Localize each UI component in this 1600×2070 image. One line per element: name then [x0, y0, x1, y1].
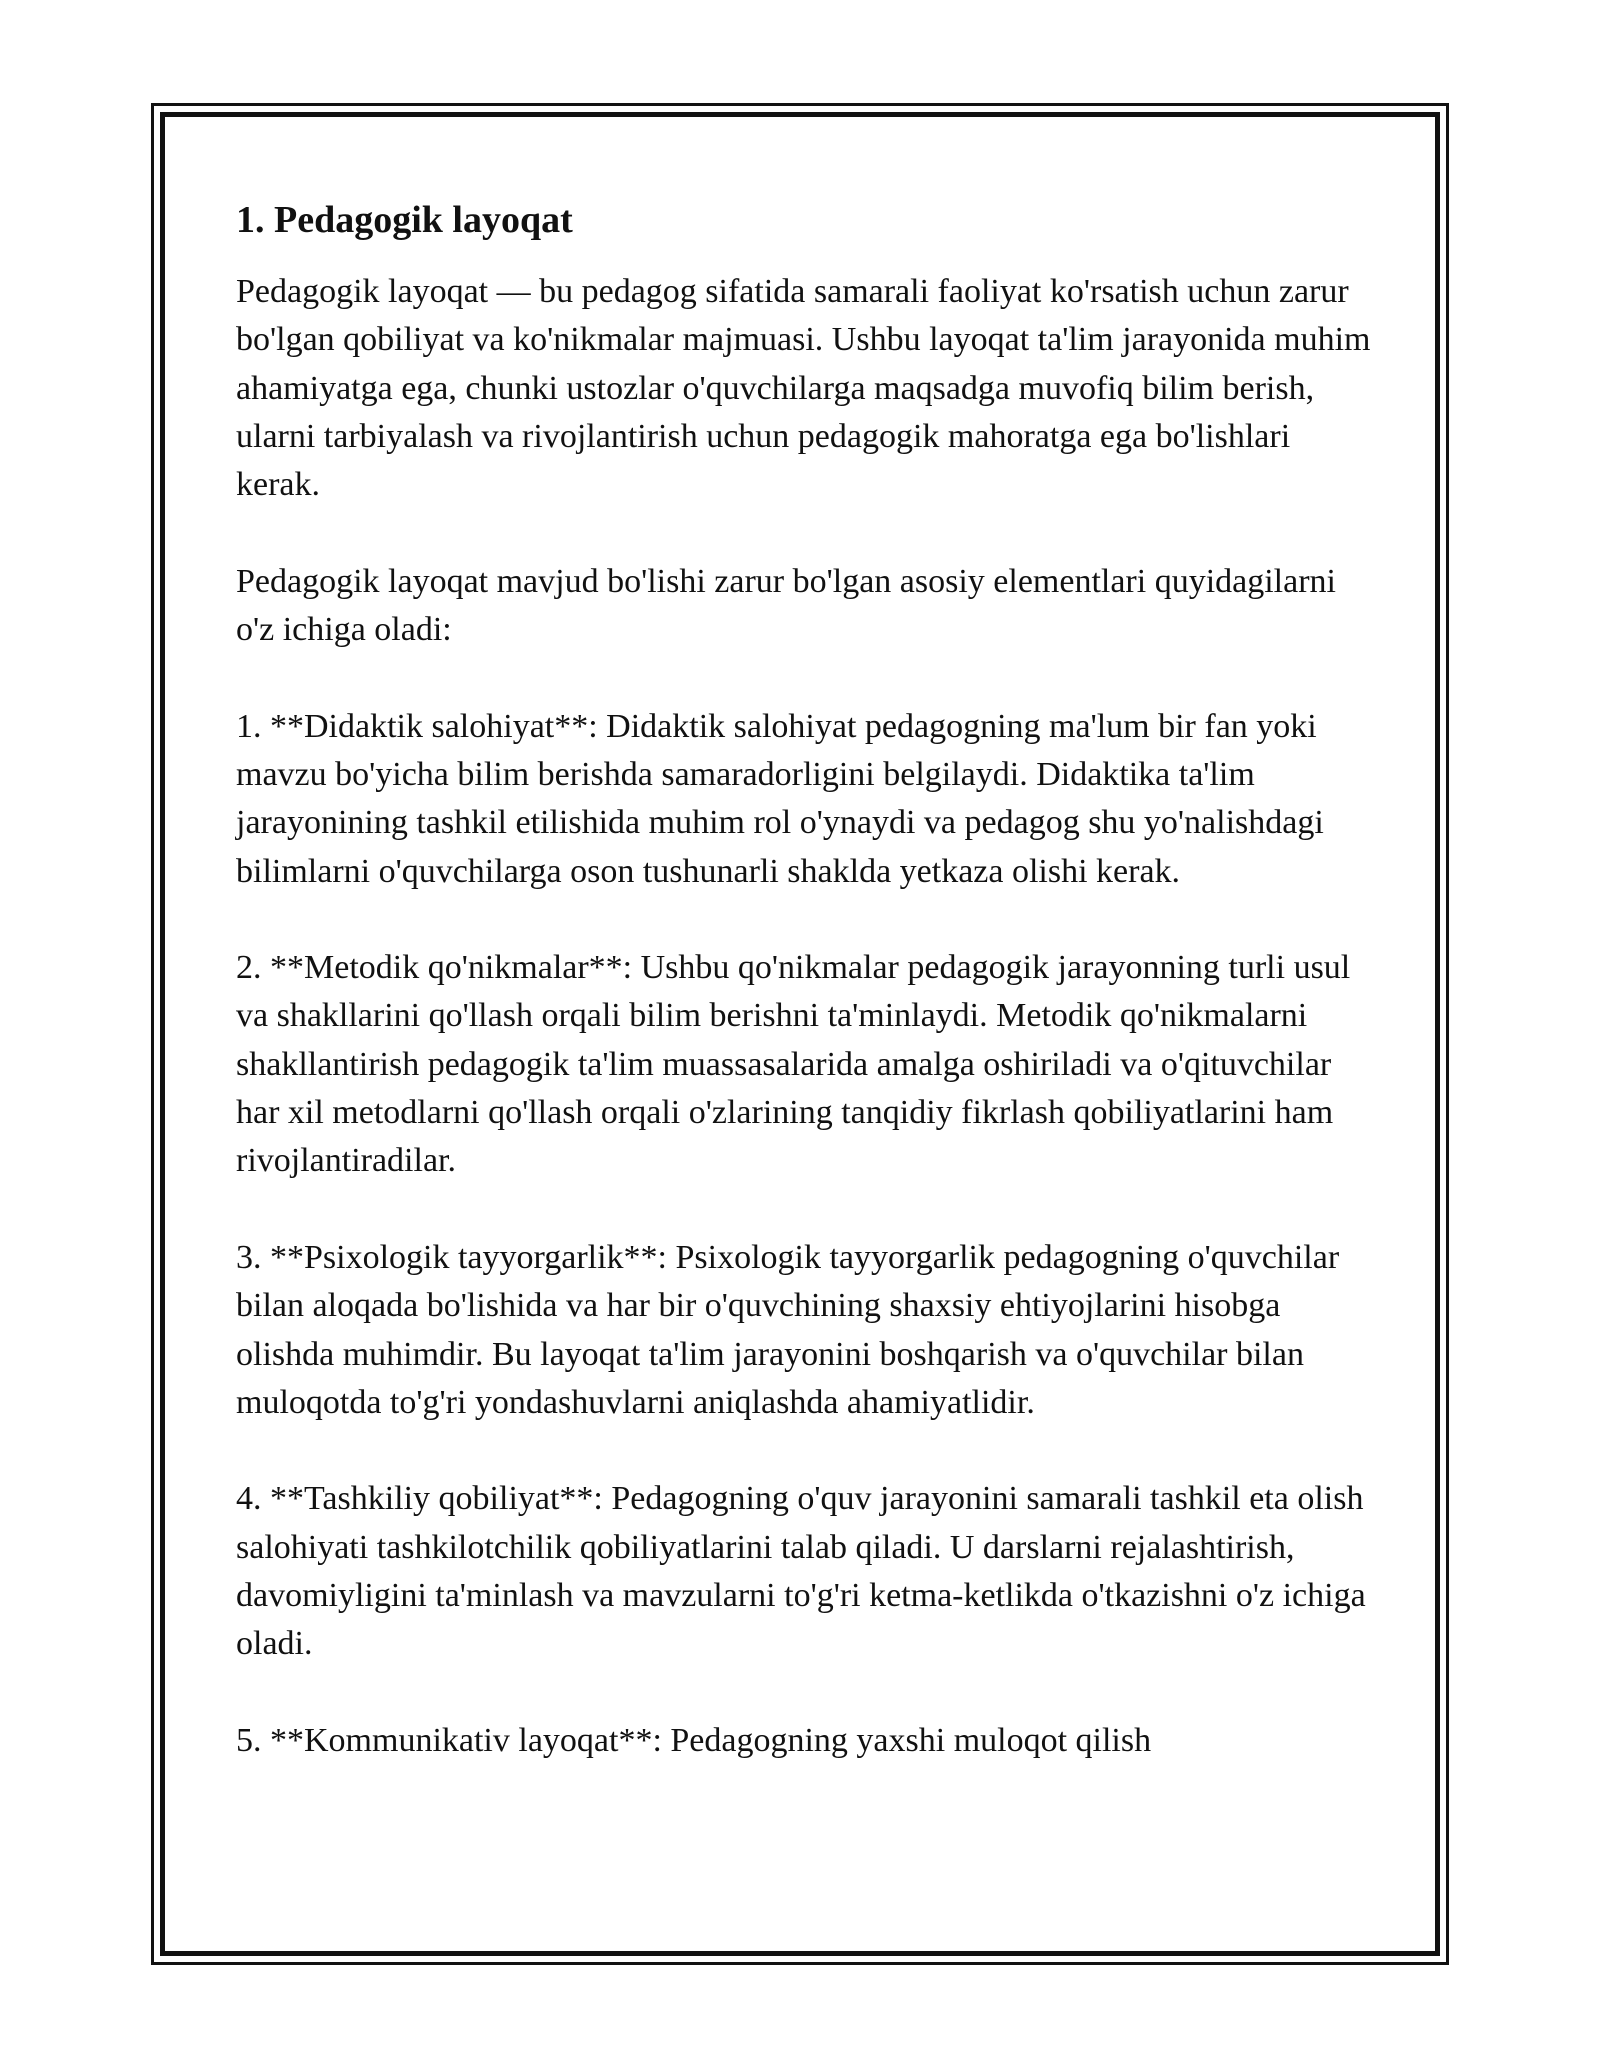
list-item-didaktik-salohiyat: 1. **Didaktik salohiyat**: Didaktik salohiyat pedagogning ma'lum bir fan yoki mavzu bo'yicha bilim berishda samaradorligini belgilaydi. Didaktika ta'lim jarayonining tashkil etilishida muhim rol o'ynaydi va pedagog shu yo'nalishdagi bilimlarni o'quvchilarga oson tushunarli shaklda yetkaza olishi kerak. — [236, 707, 1324, 890]
list-item-tashkiliy-qobiliyat: 4. **Tashkiliy qobiliyat**: Pedagogning o'quv jarayonini samarali tashkil eta olish salohiyati tashkilotchilik qobiliyatlarini talab qiladi. U darslarni rejalashtirish, davomiyligini ta'minlash va mavzularni to'g'ri ketma-ketlikda o'tkazishni o'z ichiga oladi. — [236, 1480, 1366, 1663]
document-body — [236, 180, 1376, 1814]
list-item-metodik-qonikmalar: 2. **Metodik qo'nikmalar**: Ushbu qo'nikmalar pedagogik jarayonning turli usul va shakllarini qo'llash orqali bilim berishni ta'minlaydi. Metodik qo'nikmalarni shakllantirish pedagogik ta'lim muassasalarida amalga oshiriladi va o'qituvchilar har xil metodlarni qo'llash orqali o'zlarining tanqidiy fikrlash qobiliyatlarini ham rivojlantiradilar. — [236, 949, 1351, 1180]
paragraph-elements-intro: Pedagogik layoqat mavjud bo'lishi zarur bo'lgan asosiy elementlari quyidagilarni o'z ichiga oladi: — [236, 562, 1336, 649]
list-item-kommunikativ-layoqat: 5. **Kommunikativ layoqat**: Pedagogning yaxshi muloqot qilish — [236, 1721, 1152, 1759]
paragraph-intro: Pedagogik layoqat — bu pedagog sifatida samarali faoliyat ko'rsatish uchun zarur bo'lgan qobiliyat va ko'nikmalar majmuasi. Ushbu layoqat ta'lim jarayonida muhim ahamiyatga ega, chunki ustozlar o'quvchilarga maqsadga muvofiq bilim berish, ularni tarbiyalash va rivojlantirish uchun pedagogik mahoratga ega bo'lishlari kerak. — [236, 273, 1371, 504]
list-item-psixologik-tayyorgarlik: 3. **Psixologik tayyorgarlik**: Psixologik tayyorgarlik pedagogning o'quvchilar bilan aloqada bo'lishida va har bir o'quvchining shaxsiy ehtiyojlarini hisobga olishda muhimdir. Bu layoqat ta'lim jarayonini boshqarish va o'quvchilar bilan muloqotda to'g'ri yondashuvlarni aniqlashda ahamiyatlidir. — [236, 1238, 1340, 1421]
section-heading: 1. Pedagogik layoqat — [236, 199, 573, 241]
